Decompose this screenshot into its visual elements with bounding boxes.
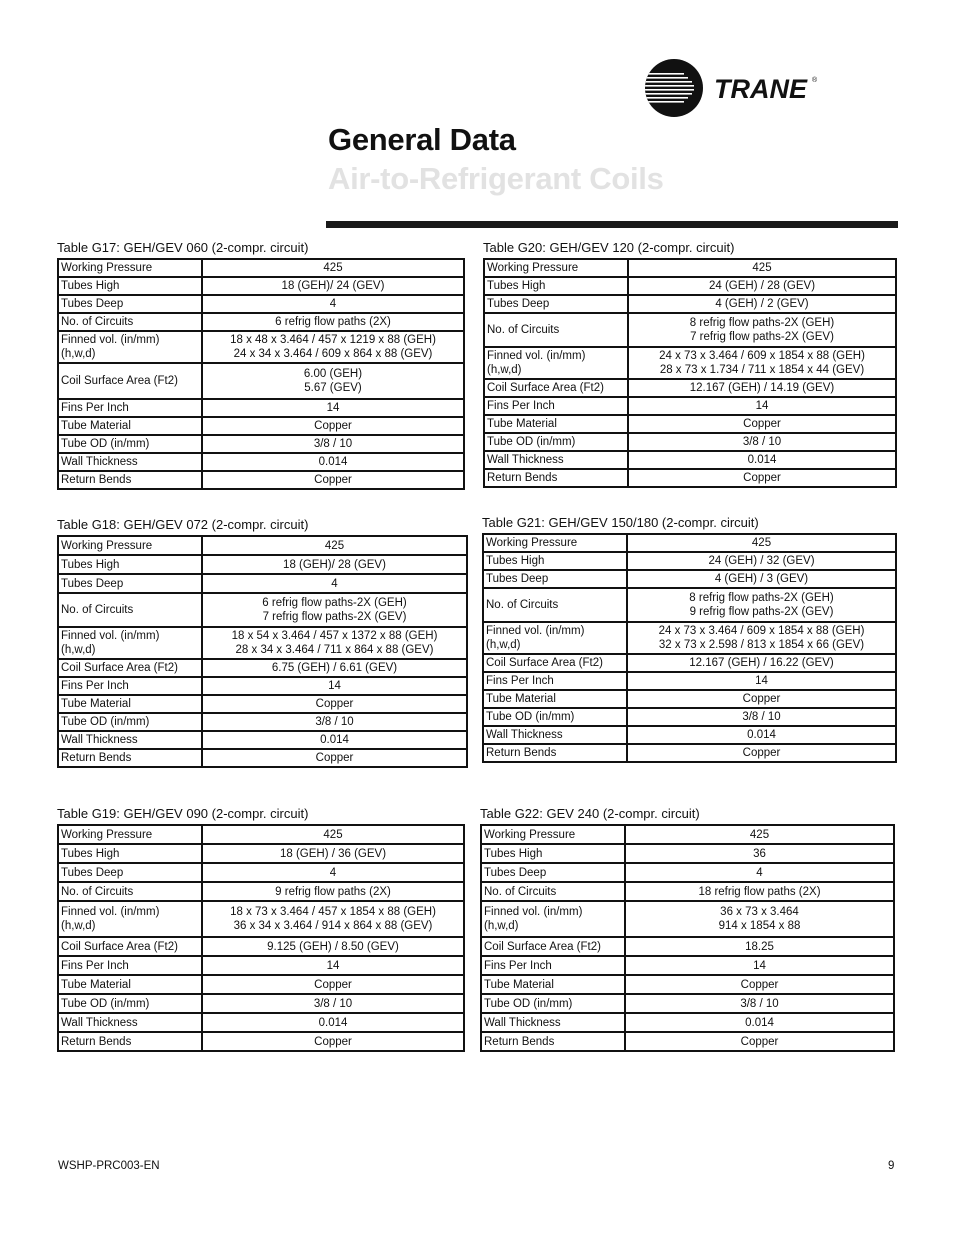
spec-label: Coil Surface Area (Ft2)	[58, 659, 202, 677]
table-row	[483, 570, 896, 588]
table-caption: Table G21: GEH/GEV 150/180 (2-compr. circuit)	[482, 515, 759, 530]
spec-label: Fins Per Inch	[58, 399, 202, 417]
table-row	[58, 713, 467, 731]
spec-label: Coil Surface Area (Ft2)	[484, 379, 628, 397]
spec-label: Tubes Deep	[58, 295, 202, 313]
table-row	[483, 534, 896, 552]
spec-value: 0.014	[202, 1013, 464, 1032]
spec-value: 14	[202, 956, 464, 975]
spec-label: Tubes High	[481, 844, 625, 863]
table-g20	[483, 240, 897, 488]
table-row	[483, 654, 896, 672]
spec-label: Tubes Deep	[58, 863, 202, 882]
spec-label: No. of Circuits	[58, 313, 202, 331]
spec-value: 4	[202, 863, 464, 882]
spec-value: 425	[627, 534, 896, 552]
spec-value: 4	[202, 574, 467, 593]
spec-value: Copper	[202, 695, 467, 713]
spec-label: Tubes High	[58, 555, 202, 574]
table-caption: Table G19: GEH/GEV 090 (2-compr. circuit)	[57, 806, 309, 821]
spec-label: Wall Thickness	[484, 451, 628, 469]
page-subtitle: Air-to-Refrigerant Coils	[328, 161, 664, 196]
table-row	[484, 433, 896, 451]
spec-value: 18 x 48 x 3.464 / 457 x 1219 x 88 (GEH) 24 x 34 x 3.464 / 609 x 864 x 88 (GEV)	[202, 331, 464, 363]
table-row	[484, 259, 896, 277]
spec-value: Copper	[625, 975, 894, 994]
spec-value: 425	[202, 825, 464, 844]
spec-value: 18 (GEH)/ 28 (GEV)	[202, 555, 467, 574]
table-row	[484, 415, 896, 433]
spec-label: Tubes High	[58, 277, 202, 295]
table-row	[58, 1032, 464, 1051]
spec-table	[57, 258, 465, 490]
spec-value: 24 x 73 x 3.464 / 609 x 1854 x 88 (GEH) 32 x 73 x 2.598 / 813 x 1854 x 66 (GEV)	[627, 622, 896, 654]
spec-value: 425	[202, 536, 467, 555]
spec-label: Tube Material	[58, 417, 202, 435]
spec-label: Tube Material	[484, 415, 628, 433]
spec-label: Tube Material	[58, 975, 202, 994]
spec-label: Tube OD (in/mm)	[58, 435, 202, 453]
trane-logo	[644, 58, 834, 118]
spec-value: 18 refrig flow paths (2X)	[625, 882, 894, 901]
spec-label: Tube Material	[58, 695, 202, 713]
table-row	[483, 744, 896, 762]
spec-label: Tubes High	[483, 552, 627, 570]
spec-value: 18 x 54 x 3.464 / 457 x 1372 x 88 (GEH) 28 x 34 x 3.464 / 711 x 864 x 88 (GEV)	[202, 627, 467, 659]
table-row	[484, 379, 896, 397]
spec-value: 24 (GEH) / 28 (GEV)	[628, 277, 896, 295]
spec-value: 3/8 / 10	[628, 433, 896, 451]
spec-label: Tube Material	[481, 975, 625, 994]
spec-value: 0.014	[627, 726, 896, 744]
spec-table	[57, 535, 468, 768]
spec-label: Working Pressure	[58, 536, 202, 555]
table-row	[58, 259, 464, 277]
spec-label: Fins Per Inch	[483, 672, 627, 690]
spec-label: Fins Per Inch	[58, 956, 202, 975]
spec-value: Copper	[627, 690, 896, 708]
spec-label: Return Bends	[483, 744, 627, 762]
spec-value: 3/8 / 10	[202, 994, 464, 1013]
table-row	[481, 844, 894, 863]
spec-value: 0.014	[202, 731, 467, 749]
spec-label: Wall Thickness	[58, 731, 202, 749]
table-row	[58, 956, 464, 975]
table-row	[58, 399, 464, 417]
table-g21	[482, 515, 897, 763]
spec-value: 425	[202, 259, 464, 277]
table-g18	[57, 517, 468, 768]
spec-label: Coil Surface Area (Ft2)	[58, 937, 202, 956]
spec-label: Wall Thickness	[483, 726, 627, 744]
table-row	[484, 469, 896, 487]
table-row	[481, 1013, 894, 1032]
spec-label: Tube Material	[483, 690, 627, 708]
spec-value: 425	[625, 825, 894, 844]
spec-label: Working Pressure	[58, 825, 202, 844]
table-row	[481, 994, 894, 1013]
spec-value: 24 x 73 x 3.464 / 609 x 1854 x 88 (GEH) 28 x 73 x 1.734 / 711 x 1854 x 44 (GEV)	[628, 347, 896, 379]
table-row	[58, 417, 464, 435]
table-row	[58, 313, 464, 331]
header-rule	[326, 221, 898, 228]
table-row	[58, 882, 464, 901]
spec-label: No. of Circuits	[58, 882, 202, 901]
table-row	[58, 901, 464, 937]
spec-value: Copper	[625, 1032, 894, 1051]
table-row	[58, 659, 467, 677]
spec-value: 12.167 (GEH) / 16.22 (GEV)	[627, 654, 896, 672]
spec-value: Copper	[628, 469, 896, 487]
spec-value: 8 refrig flow paths-2X (GEH) 9 refrig flow paths-2X (GEV)	[627, 588, 896, 622]
spec-label: Fins Per Inch	[481, 956, 625, 975]
table-row	[483, 726, 896, 744]
page-number: 9	[888, 1160, 895, 1172]
spec-table	[482, 533, 897, 763]
table-row	[484, 347, 896, 379]
table-row	[58, 937, 464, 956]
spec-label: Tube OD (in/mm)	[483, 708, 627, 726]
spec-value: 4 (GEH) / 3 (GEV)	[627, 570, 896, 588]
brand-wordmark: TRANE	[714, 74, 807, 104]
spec-table	[57, 824, 465, 1052]
table-row	[58, 574, 467, 593]
spec-label: Wall Thickness	[481, 1013, 625, 1032]
spec-value: 6.75 (GEH) / 6.61 (GEV)	[202, 659, 467, 677]
spec-label: Fins Per Inch	[484, 397, 628, 415]
spec-value: 18 (GEH)/ 24 (GEV)	[202, 277, 464, 295]
spec-value: 6 refrig flow paths (2X)	[202, 313, 464, 331]
table-row	[58, 1013, 464, 1032]
table-row	[58, 975, 464, 994]
spec-label: Tubes Deep	[484, 295, 628, 313]
table-row	[58, 731, 467, 749]
table-row	[483, 552, 896, 570]
table-row	[58, 453, 464, 471]
spec-value: 0.014	[625, 1013, 894, 1032]
table-row	[58, 536, 467, 555]
table-caption: Table G22: GEV 240 (2-compr. circuit)	[480, 806, 700, 821]
spec-value: 4	[625, 863, 894, 882]
table-row	[58, 863, 464, 882]
table-row	[58, 994, 464, 1013]
table-row	[484, 295, 896, 313]
spec-label: No. of Circuits	[58, 593, 202, 627]
spec-label: Tubes High	[484, 277, 628, 295]
spec-value: 18.25	[625, 937, 894, 956]
svg-text:®: ®	[812, 77, 818, 84]
spec-table	[480, 824, 895, 1052]
table-row	[481, 1032, 894, 1051]
spec-value: 425	[628, 259, 896, 277]
table-row	[483, 622, 896, 654]
spec-label: Finned vol. (in/mm) (h,w,d)	[58, 901, 202, 937]
table-row	[481, 956, 894, 975]
spec-value: 18 (GEH) / 36 (GEV)	[202, 844, 464, 863]
spec-label: Tube OD (in/mm)	[484, 433, 628, 451]
spec-value: 0.014	[202, 453, 464, 471]
spec-label: Tube OD (in/mm)	[58, 713, 202, 731]
table-row	[58, 825, 464, 844]
table-row	[483, 690, 896, 708]
document-id: WSHP-PRC003-EN	[58, 1160, 160, 1172]
spec-value: 0.014	[628, 451, 896, 469]
spec-value: 14	[627, 672, 896, 690]
spec-label: Working Pressure	[58, 259, 202, 277]
spec-value: 24 (GEH) / 32 (GEV)	[627, 552, 896, 570]
spec-value: 3/8 / 10	[627, 708, 896, 726]
spec-value: Copper	[202, 471, 464, 489]
spec-value: 3/8 / 10	[202, 435, 464, 453]
spec-label: Finned vol. (in/mm) (h,w,d)	[484, 347, 628, 379]
table-row	[484, 397, 896, 415]
table-row	[481, 882, 894, 901]
table-caption: Table G18: GEH/GEV 072 (2-compr. circuit)	[57, 517, 309, 532]
spec-value: 6 refrig flow paths-2X (GEH) 7 refrig flow paths-2X (GEV)	[202, 593, 467, 627]
spec-label: Tubes Deep	[481, 863, 625, 882]
spec-label: Tube OD (in/mm)	[481, 994, 625, 1013]
table-row	[58, 844, 464, 863]
spec-value: Copper	[627, 744, 896, 762]
page-title: General Data	[328, 122, 516, 157]
table-caption: Table G17: GEH/GEV 060 (2-compr. circuit)	[57, 240, 309, 255]
table-row	[58, 749, 467, 767]
spec-table	[483, 258, 897, 488]
table-row	[483, 588, 896, 622]
spec-value: Copper	[628, 415, 896, 433]
spec-label: Working Pressure	[483, 534, 627, 552]
table-row	[481, 937, 894, 956]
spec-label: No. of Circuits	[481, 882, 625, 901]
spec-label: Tubes Deep	[58, 574, 202, 593]
spec-value: 3/8 / 10	[625, 994, 894, 1013]
spec-label: Return Bends	[58, 471, 202, 489]
table-caption: Table G20: GEH/GEV 120 (2-compr. circuit)	[483, 240, 735, 255]
spec-value: 18 x 73 x 3.464 / 457 x 1854 x 88 (GEH) 36 x 34 x 3.464 / 914 x 864 x 88 (GEV)	[202, 901, 464, 937]
spec-label: Return Bends	[58, 749, 202, 767]
spec-value: 4 (GEH) / 2 (GEV)	[628, 295, 896, 313]
spec-value: 12.167 (GEH) / 14.19 (GEV)	[628, 379, 896, 397]
spec-label: Coil Surface Area (Ft2)	[483, 654, 627, 672]
table-row	[484, 313, 896, 347]
spec-label: Working Pressure	[481, 825, 625, 844]
spec-value: Copper	[202, 749, 467, 767]
spec-value: Copper	[202, 417, 464, 435]
spec-value: 3/8 / 10	[202, 713, 467, 731]
spec-label: Fins Per Inch	[58, 677, 202, 695]
spec-value: 4	[202, 295, 464, 313]
spec-label: Coil Surface Area (Ft2)	[58, 363, 202, 399]
table-row	[58, 695, 467, 713]
table-row	[58, 363, 464, 399]
spec-label: Return Bends	[58, 1032, 202, 1051]
table-row	[58, 295, 464, 313]
spec-label: Finned vol. (in/mm) (h,w,d)	[483, 622, 627, 654]
table-row	[481, 863, 894, 882]
spec-label: Return Bends	[484, 469, 628, 487]
table-g17	[57, 240, 465, 490]
spec-value: 14	[202, 677, 467, 695]
spec-value: 36	[625, 844, 894, 863]
table-row	[58, 277, 464, 295]
table-row	[484, 277, 896, 295]
table-row	[58, 555, 467, 574]
table-row	[484, 451, 896, 469]
spec-value: Copper	[202, 975, 464, 994]
table-row	[58, 593, 467, 627]
spec-label: Finned vol. (in/mm) (h,w,d)	[481, 901, 625, 937]
table-row	[58, 435, 464, 453]
table-g22	[480, 806, 895, 1052]
table-row	[483, 708, 896, 726]
table-row	[481, 901, 894, 937]
spec-label: Working Pressure	[484, 259, 628, 277]
spec-label: No. of Circuits	[483, 588, 627, 622]
spec-label: Wall Thickness	[58, 1013, 202, 1032]
table-row	[58, 627, 467, 659]
spec-value: 9 refrig flow paths (2X)	[202, 882, 464, 901]
spec-label: Tubes High	[58, 844, 202, 863]
spec-label: Tube OD (in/mm)	[58, 994, 202, 1013]
table-g19	[57, 806, 465, 1052]
spec-label: No. of Circuits	[484, 313, 628, 347]
spec-label: Tubes Deep	[483, 570, 627, 588]
spec-label: Coil Surface Area (Ft2)	[481, 937, 625, 956]
spec-value: 14	[625, 956, 894, 975]
spec-value: 14	[202, 399, 464, 417]
table-row	[481, 825, 894, 844]
spec-value: Copper	[202, 1032, 464, 1051]
table-row	[58, 331, 464, 363]
table-row	[483, 672, 896, 690]
spec-label: Finned vol. (in/mm) (h,w,d)	[58, 627, 202, 659]
table-row	[58, 471, 464, 489]
table-row	[58, 677, 467, 695]
spec-label: Wall Thickness	[58, 453, 202, 471]
spec-value: 9.125 (GEH) / 8.50 (GEV)	[202, 937, 464, 956]
spec-value: 8 refrig flow paths-2X (GEH) 7 refrig flow paths-2X (GEV)	[628, 313, 896, 347]
spec-label: Return Bends	[481, 1032, 625, 1051]
spec-value: 36 x 73 x 3.464 914 x 1854 x 88	[625, 901, 894, 937]
table-row	[481, 975, 894, 994]
spec-value: 6.00 (GEH) 5.67 (GEV)	[202, 363, 464, 399]
spec-value: 14	[628, 397, 896, 415]
spec-label: Finned vol. (in/mm) (h,w,d)	[58, 331, 202, 363]
